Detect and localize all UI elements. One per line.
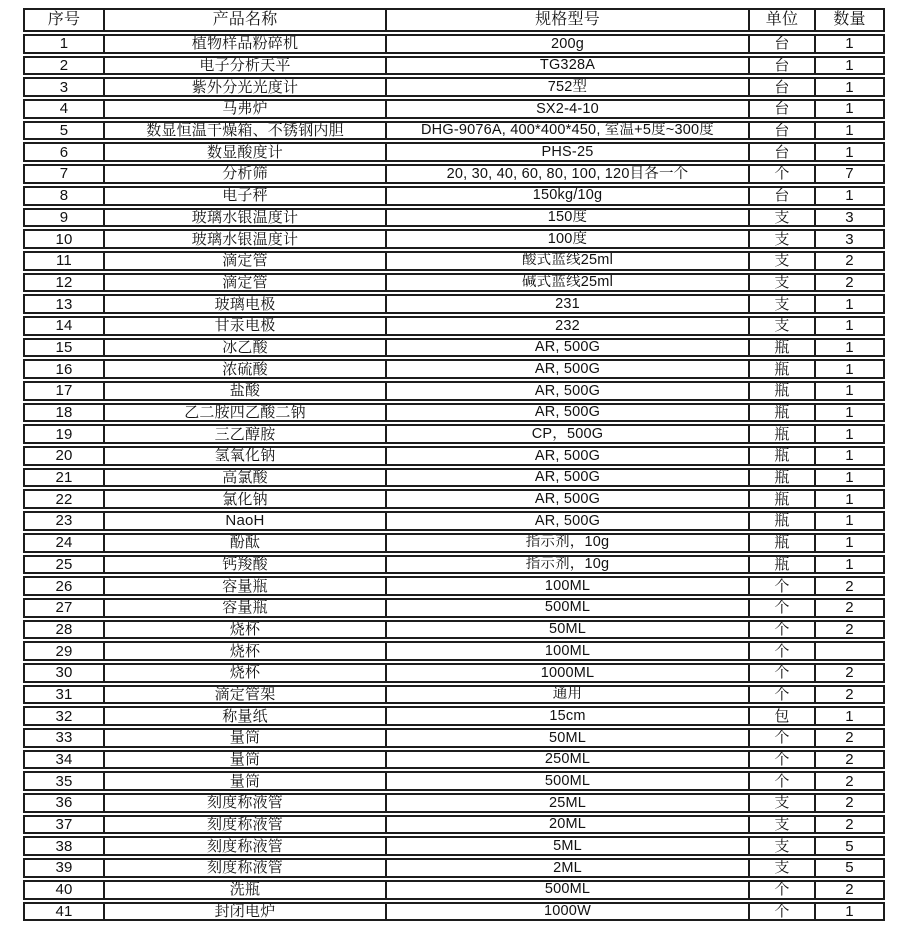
cell-name: 高氯酸 — [105, 470, 387, 486]
cell-name: 马弗炉 — [105, 101, 387, 117]
cell-name: 三乙醇胺 — [105, 426, 387, 442]
cell-no: 33 — [25, 730, 105, 746]
table-row — [23, 446, 885, 466]
cell-unit: 瓶 — [750, 557, 816, 573]
cell-no: 3 — [25, 79, 105, 95]
cell-spec: 1000ML — [387, 665, 750, 681]
cell-unit: 个 — [750, 752, 816, 768]
cell-name: 滴定管 — [105, 253, 387, 269]
cell-unit: 个 — [750, 882, 816, 898]
cell-qty: 2 — [845, 599, 854, 616]
cell-qty: 2 — [845, 578, 854, 594]
cell-unit: 支 — [750, 838, 816, 854]
cell-name: 容量瓶 — [105, 600, 387, 616]
cell-name: 电子分析天平 — [105, 58, 387, 74]
cell-no: 17 — [25, 383, 105, 399]
cell-spec: 500ML — [387, 773, 750, 789]
cell-name: 乙二胺四乙酸二钠 — [105, 405, 387, 421]
cell-unit: 个 — [750, 166, 816, 182]
table-row — [23, 489, 885, 509]
cell-no: 30 — [25, 665, 105, 681]
cell-no: 23 — [25, 513, 105, 529]
cell-no: 4 — [25, 101, 105, 117]
cell-name: 玻璃水银温度计 — [105, 231, 387, 247]
cell-unit: 支 — [750, 860, 816, 876]
cell-spec: 15cm — [387, 708, 750, 724]
cell-no: 15 — [25, 340, 105, 356]
cell-name: 量筒 — [105, 752, 387, 768]
cell-unit: 个 — [750, 622, 816, 638]
cell-qty: 1 — [845, 404, 854, 421]
cell-no: 21 — [25, 470, 105, 486]
cell-name: 冰乙酸 — [105, 340, 387, 356]
cell-unit: 支 — [750, 817, 816, 833]
cell-no: 10 — [25, 231, 105, 247]
cell-unit: 支 — [750, 795, 816, 811]
table-row — [23, 142, 885, 162]
cell-spec: 25ML — [387, 795, 750, 811]
column-header-product: 产品名称 — [105, 10, 387, 30]
table-row — [23, 164, 885, 184]
cell-unit: 瓶 — [750, 448, 816, 464]
cell-qty: 5 — [845, 838, 854, 855]
table-row — [23, 771, 885, 791]
cell-no: 26 — [25, 578, 105, 594]
table-row — [23, 793, 885, 813]
cell-qty: 3 — [845, 209, 854, 226]
cell-name: 数显恒温干燥箱、不锈钢内胆 — [105, 123, 387, 139]
cell-no: 11 — [25, 253, 105, 269]
cell-no: 1 — [25, 36, 105, 52]
cell-no: 5 — [25, 123, 105, 139]
cell-name: 量筒 — [105, 773, 387, 789]
cell-unit: 包 — [750, 708, 816, 724]
cell-unit: 瓶 — [750, 491, 816, 507]
cell-no: 34 — [25, 752, 105, 768]
table-row — [23, 685, 885, 705]
cell-no: 32 — [25, 708, 105, 724]
cell-unit: 个 — [750, 730, 816, 746]
table-row — [23, 403, 885, 423]
cell-name: 刻度称液管 — [105, 838, 387, 854]
table-header-row — [23, 8, 885, 32]
cell-name: 玻璃水银温度计 — [105, 210, 387, 226]
cell-spec: 通用 — [387, 687, 750, 703]
table-row — [23, 121, 885, 141]
cell-qty: 7 — [845, 166, 854, 182]
table-row — [23, 555, 885, 575]
cell-name: 数显酸度计 — [105, 144, 387, 160]
cell-qty: 1 — [845, 708, 854, 724]
column-header-quantity: 数量 — [833, 11, 866, 28]
table-row — [23, 338, 885, 358]
table-row — [23, 880, 885, 900]
cell-spec: 100度 — [387, 231, 750, 247]
cell-spec: 碱式蓝线25ml — [387, 275, 750, 291]
cell-name: 浓硫酸 — [105, 361, 387, 377]
cell-spec: TG328A — [387, 58, 750, 74]
table-row — [23, 511, 885, 531]
cell-no: 41 — [25, 904, 105, 920]
cell-no: 28 — [25, 622, 105, 638]
cell-no: 22 — [25, 491, 105, 507]
cell-name: 电子秤 — [105, 188, 387, 204]
table-row — [23, 229, 885, 249]
cell-name: 氯化钠 — [105, 491, 387, 507]
cell-name: 容量瓶 — [105, 578, 387, 594]
cell-spec: DHG-9076A, 400*400*450, 室温+5度~300度 — [387, 123, 750, 139]
table-row — [23, 576, 885, 596]
cell-name: 封闭电炉 — [105, 904, 387, 920]
cell-qty: 1 — [845, 556, 854, 573]
table-row — [23, 468, 885, 488]
cell-qty: 2 — [845, 686, 854, 703]
cell-spec: 500ML — [387, 882, 750, 898]
cell-name: 盐酸 — [105, 383, 387, 399]
cell-name: NaoH — [105, 513, 387, 529]
cell-spec: 250ML — [387, 752, 750, 768]
table-row — [23, 858, 885, 878]
table-row — [23, 359, 885, 379]
cell-qty: 1 — [845, 187, 854, 204]
cell-qty: 2 — [845, 252, 854, 269]
cell-spec: AR, 500G — [387, 470, 750, 486]
cell-spec: 指示剂，10g — [387, 557, 750, 573]
cell-qty: 1 — [845, 361, 854, 377]
cell-unit: 支 — [750, 253, 816, 269]
cell-spec: 200g — [387, 36, 750, 52]
cell-unit: 瓶 — [750, 535, 816, 551]
cell-name: 刻度称液管 — [105, 860, 387, 876]
cell-spec: AR, 500G — [387, 340, 750, 356]
cell-unit: 瓶 — [750, 361, 816, 377]
table-row — [23, 99, 885, 119]
table-row — [23, 641, 885, 661]
cell-no: 7 — [25, 166, 105, 182]
cell-spec: 231 — [387, 296, 750, 312]
cell-spec: SX2-4-10 — [387, 101, 750, 117]
column-header-unit: 单位 — [750, 10, 816, 30]
cell-name: 植物样品粉碎机 — [105, 36, 387, 52]
cell-name: 洗瓶 — [105, 882, 387, 898]
cell-no: 20 — [25, 448, 105, 464]
cell-name: 称量纸 — [105, 708, 387, 724]
cell-spec: AR, 500G — [387, 405, 750, 421]
cell-unit: 瓶 — [750, 470, 816, 486]
cell-spec: 酸式蓝线25ml — [387, 253, 750, 269]
cell-name: 甘汞电极 — [105, 318, 387, 334]
cell-qty: 5 — [845, 860, 854, 876]
cell-no: 16 — [25, 361, 105, 377]
cell-unit: 个 — [750, 665, 816, 681]
cell-unit: 个 — [750, 687, 816, 703]
cell-unit: 支 — [750, 296, 816, 312]
cell-no: 8 — [25, 188, 105, 204]
cell-no: 31 — [25, 687, 105, 703]
cell-qty: 2 — [845, 751, 854, 768]
table-row — [23, 424, 885, 444]
table-row — [23, 294, 885, 314]
cell-no: 12 — [25, 275, 105, 291]
cell-no: 24 — [25, 535, 105, 551]
cell-name: 烧杯 — [105, 643, 387, 659]
table-row — [23, 728, 885, 748]
cell-spec: 752型 — [387, 79, 750, 95]
cell-name: 玻璃电极 — [105, 296, 387, 312]
cell-no: 2 — [25, 58, 105, 74]
cell-name: 烧杯 — [105, 622, 387, 638]
cell-spec: 150kg/10g — [387, 188, 750, 204]
cell-name: 氢氧化钠 — [105, 448, 387, 464]
cell-spec: 20ML — [387, 817, 750, 833]
cell-unit: 个 — [750, 773, 816, 789]
cell-no: 36 — [25, 795, 105, 811]
table-row — [23, 186, 885, 206]
cell-qty: 2 — [845, 664, 854, 681]
cell-qty: 1 — [845, 317, 854, 334]
cell-unit: 支 — [750, 275, 816, 291]
cell-qty: 1 — [845, 101, 854, 117]
cell-spec: 500ML — [387, 600, 750, 616]
table-row — [23, 316, 885, 336]
cell-name: 滴定管 — [105, 275, 387, 291]
table-row — [23, 598, 885, 618]
table-row — [23, 34, 885, 54]
cell-unit: 瓶 — [750, 426, 816, 442]
cell-no: 14 — [25, 318, 105, 334]
cell-qty: 1 — [845, 144, 854, 161]
table-row — [23, 902, 885, 922]
cell-qty: 1 — [845, 122, 854, 139]
table-row — [23, 251, 885, 271]
table-row — [23, 56, 885, 76]
cell-unit: 个 — [750, 643, 816, 659]
cell-spec: AR, 500G — [387, 361, 750, 377]
cell-spec: 指示剂，10g — [387, 535, 750, 551]
cell-no: 29 — [25, 643, 105, 659]
cell-unit: 个 — [750, 600, 816, 616]
cell-qty: 1 — [845, 383, 854, 399]
cell-name: 钙羧酸 — [105, 557, 387, 573]
cell-unit: 台 — [750, 36, 816, 52]
cell-spec: 50ML — [387, 730, 750, 746]
cell-unit: 台 — [750, 188, 816, 204]
cell-spec: 1000W — [387, 904, 750, 920]
table-row — [23, 533, 885, 553]
cell-no: 13 — [25, 296, 105, 312]
table-row — [23, 706, 885, 726]
column-header-serial: 序号 — [25, 10, 105, 30]
cell-unit: 台 — [750, 123, 816, 139]
cell-qty: 1 — [845, 448, 854, 464]
cell-unit: 瓶 — [750, 383, 816, 399]
cell-spec: 5ML — [387, 838, 750, 854]
cell-qty: 1 — [845, 534, 854, 551]
cell-no: 25 — [25, 557, 105, 573]
cell-qty: 1 — [845, 903, 854, 920]
cell-unit: 个 — [750, 904, 816, 920]
cell-unit: 台 — [750, 58, 816, 74]
cell-qty: 2 — [845, 730, 854, 746]
cell-unit: 支 — [750, 210, 816, 226]
cell-unit: 支 — [750, 231, 816, 247]
cell-no: 27 — [25, 600, 105, 616]
cell-spec: AR, 500G — [387, 383, 750, 399]
product-inventory-table — [23, 8, 885, 921]
table-row — [23, 273, 885, 293]
table-row — [23, 620, 885, 640]
cell-name: 紫外分光光度计 — [105, 79, 387, 95]
table-row — [23, 663, 885, 683]
cell-no: 40 — [25, 882, 105, 898]
table-row — [23, 836, 885, 856]
cell-qty: 1 — [845, 36, 854, 52]
cell-unit: 台 — [750, 101, 816, 117]
cell-qty: 1 — [845, 513, 854, 529]
cell-unit: 个 — [750, 578, 816, 594]
cell-spec: AR, 500G — [387, 491, 750, 507]
cell-spec: 50ML — [387, 622, 750, 638]
cell-unit: 支 — [750, 318, 816, 334]
cell-no: 6 — [25, 144, 105, 160]
cell-spec: 232 — [387, 318, 750, 334]
cell-qty: 1 — [845, 296, 854, 312]
cell-spec: 100ML — [387, 578, 750, 594]
cell-no: 19 — [25, 426, 105, 442]
cell-unit: 瓶 — [750, 405, 816, 421]
column-header-spec: 规格型号 — [387, 10, 750, 30]
cell-name: 刻度称液管 — [105, 817, 387, 833]
table-row — [23, 208, 885, 228]
cell-unit: 台 — [750, 144, 816, 160]
cell-qty — [816, 643, 883, 659]
cell-no: 9 — [25, 210, 105, 226]
cell-name: 滴定管架 — [105, 687, 387, 703]
cell-unit: 瓶 — [750, 340, 816, 356]
cell-unit: 台 — [750, 79, 816, 95]
cell-name: 量筒 — [105, 730, 387, 746]
cell-qty: 1 — [845, 469, 854, 486]
cell-name: 烧杯 — [105, 665, 387, 681]
cell-qty: 3 — [845, 231, 854, 247]
cell-qty: 2 — [845, 274, 854, 291]
table-row — [23, 381, 885, 401]
cell-spec: 150度 — [387, 210, 750, 226]
cell-name: 分析筛 — [105, 166, 387, 182]
cell-qty: 2 — [845, 621, 854, 638]
table-row — [23, 750, 885, 770]
cell-spec: CP，500G — [387, 426, 750, 442]
cell-no: 18 — [25, 405, 105, 421]
cell-spec: PHS-25 — [387, 144, 750, 160]
cell-name: 酚酞 — [105, 535, 387, 551]
cell-unit: 瓶 — [750, 513, 816, 529]
table-row — [23, 77, 885, 97]
cell-spec: 20, 30, 40, 60, 80, 100, 120目各一个 — [387, 166, 750, 182]
cell-spec: 100ML — [387, 643, 750, 659]
cell-spec: 2ML — [387, 860, 750, 876]
cell-qty: 1 — [845, 339, 854, 356]
cell-qty: 1 — [845, 57, 854, 74]
table-row — [23, 815, 885, 835]
cell-no: 35 — [25, 773, 105, 789]
cell-no: 39 — [25, 860, 105, 876]
cell-qty: 1 — [845, 79, 854, 96]
cell-no: 38 — [25, 838, 105, 854]
cell-spec: AR, 500G — [387, 448, 750, 464]
cell-qty: 2 — [845, 773, 854, 790]
cell-spec: AR, 500G — [387, 513, 750, 529]
cell-qty: 2 — [845, 816, 854, 833]
cell-no: 37 — [25, 817, 105, 833]
cell-qty: 2 — [845, 881, 854, 898]
cell-qty: 1 — [845, 491, 854, 508]
cell-qty: 2 — [845, 795, 854, 811]
cell-qty: 1 — [845, 426, 854, 443]
cell-name: 刻度称液管 — [105, 795, 387, 811]
